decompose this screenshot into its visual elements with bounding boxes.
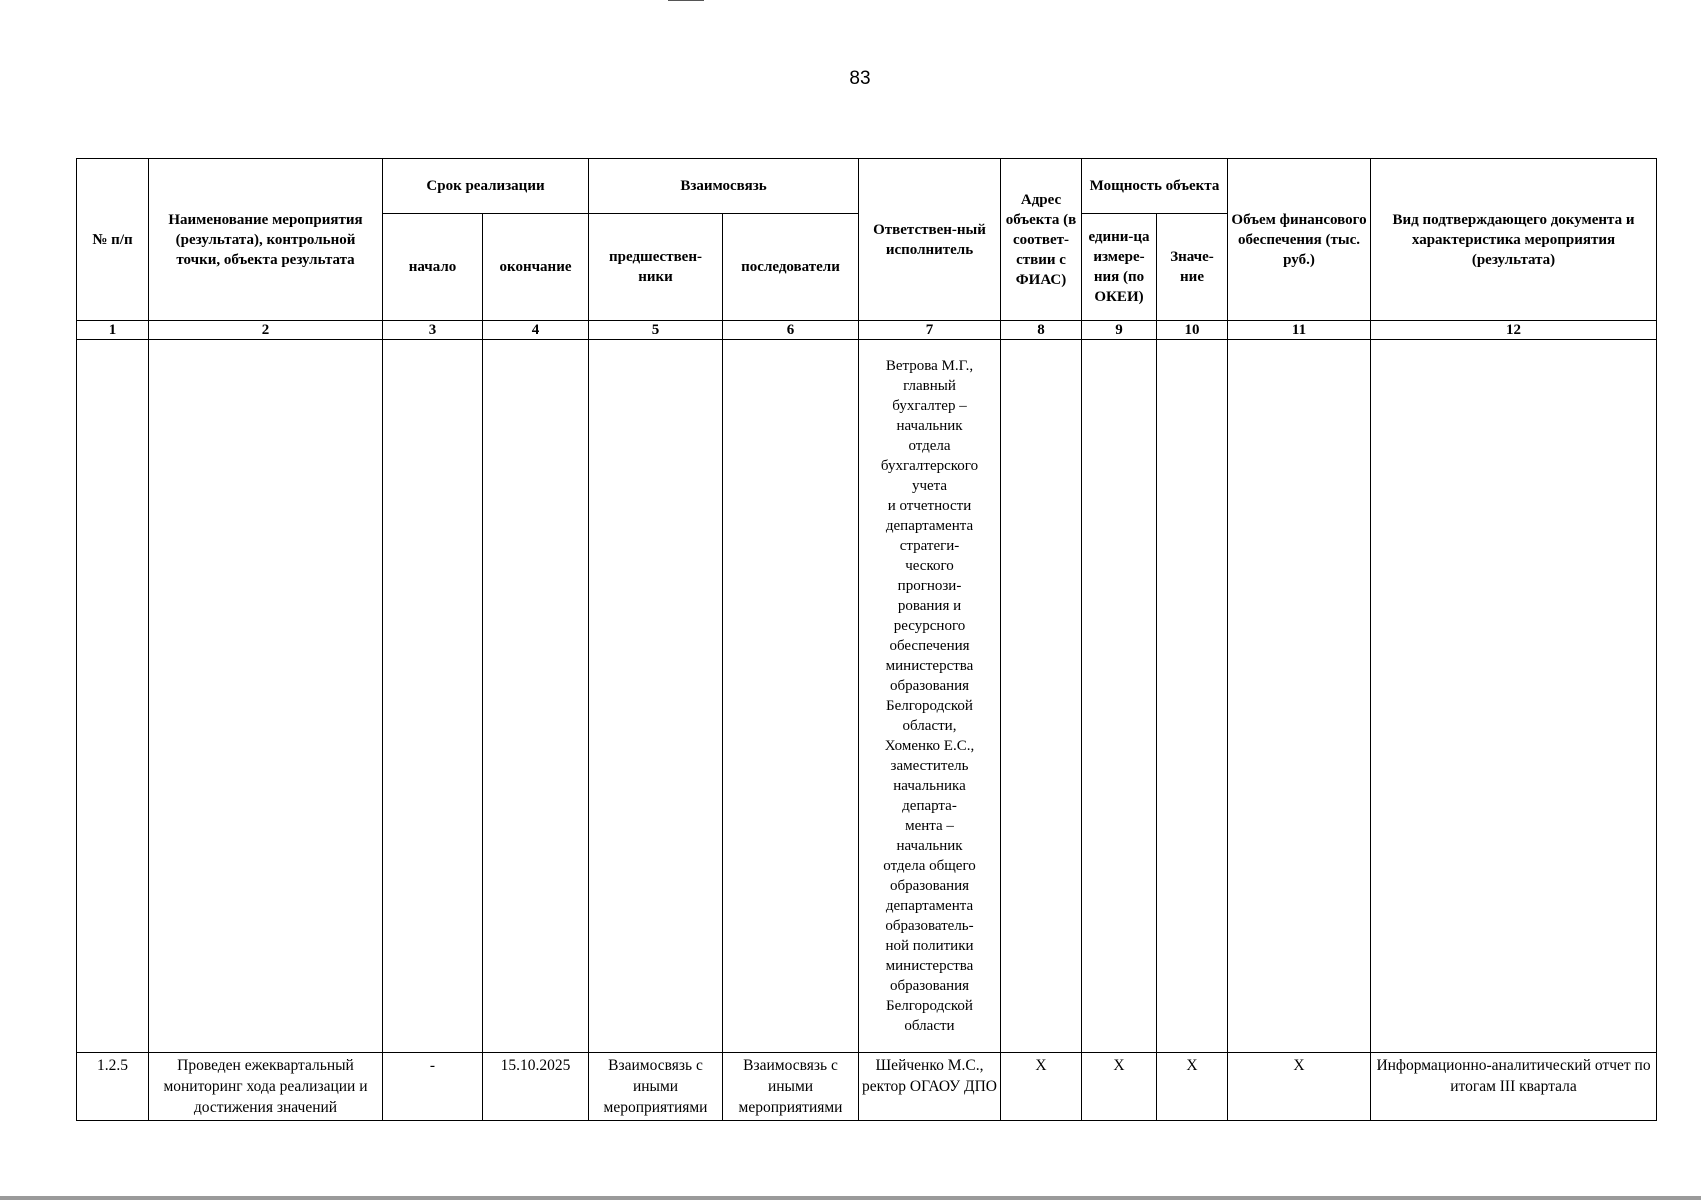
responsible-line: начальника — [893, 778, 966, 794]
plan-table — [76, 158, 1657, 1121]
header-responsible: Ответствен-ный исполнитель — [859, 159, 1001, 321]
empty-cell — [483, 340, 589, 1053]
header-capacity: Мощность объекта — [1082, 159, 1228, 214]
row-doc-type-cell: Информационно-аналитический отчет по итогам III квартала — [1371, 1053, 1657, 1121]
responsible-line: Хоменко Е.С., — [884, 738, 975, 754]
header-doc-type: Вид подтверждающего документа и характеристика мероприятия (результата) — [1371, 159, 1657, 321]
responsible-line: учета — [911, 478, 948, 494]
responsible-line: департамента — [885, 518, 974, 534]
responsible-line: начальник — [896, 418, 963, 434]
responsible-line: образования — [889, 878, 970, 894]
header-followers: последователи — [723, 214, 859, 321]
empty-cell — [589, 340, 723, 1053]
responsible-line: бухгалтер – — [892, 398, 967, 414]
column-number: 7 — [859, 321, 1001, 340]
table-row-continuation — [77, 340, 1657, 1053]
responsible-line: области, — [902, 718, 957, 734]
column-number: 11 — [1228, 321, 1371, 340]
row-start-cell: - — [383, 1053, 483, 1121]
responsible-line: ной политики — [885, 938, 974, 954]
responsible-line: стратеги- — [899, 538, 960, 554]
empty-cell — [149, 340, 383, 1053]
header-relation: Взаимосвязь — [589, 159, 859, 214]
table-row-1-2-5 — [77, 1053, 1657, 1121]
column-number: 6 — [723, 321, 859, 340]
responsible-line: прогнози- — [897, 578, 962, 594]
column-number: 10 — [1157, 321, 1228, 340]
row-predecessors-cell: Взаимосвязь с иными мероприятиями — [589, 1053, 723, 1121]
header-finance: Объем финансового обеспечения (тыс. руб.) — [1228, 159, 1371, 321]
header-term-start: начало — [383, 214, 483, 321]
responsible-line: и отчетности — [887, 498, 972, 514]
row-end-cell: 15.10.2025 — [483, 1053, 589, 1121]
responsible-line: начальник — [896, 838, 963, 854]
responsible-line: образования — [889, 978, 970, 994]
empty-cell — [1371, 340, 1657, 1053]
responsible-line: обеспечения — [889, 638, 970, 654]
row-value-cell: Х — [1157, 1053, 1228, 1121]
column-number: 4 — [483, 321, 589, 340]
header-predecessors: предшествен-ники — [589, 214, 723, 321]
header-unit: едини-ца измере-ния (по ОКЕИ) — [1082, 214, 1157, 321]
empty-cell — [383, 340, 483, 1053]
column-number: 9 — [1082, 321, 1157, 340]
responsible-line: бухгалтерского — [880, 458, 979, 474]
column-number: 5 — [589, 321, 723, 340]
responsible-line: заместитель — [890, 758, 969, 774]
responsible-line: Белгородской — [886, 698, 973, 714]
empty-cell — [1001, 340, 1082, 1053]
responsible-line: департа- — [902, 798, 957, 814]
responsible-line: министерства — [885, 958, 974, 974]
top-edge-rule — [668, 0, 704, 1]
responsible-line: Ветрова М.Г., — [885, 358, 974, 374]
column-number: 8 — [1001, 321, 1082, 340]
row-finance-cell: Х — [1228, 1053, 1371, 1121]
responsible-line: Белгородской — [886, 998, 973, 1014]
responsible-line: отдела — [908, 438, 951, 454]
row-unit-cell: Х — [1082, 1053, 1157, 1121]
responsible-continuation-cell — [859, 340, 1001, 1053]
empty-cell — [77, 340, 149, 1053]
column-number: 1 — [77, 321, 149, 340]
header-term-end: окончание — [483, 214, 589, 321]
responsible-line: ческого — [905, 558, 954, 574]
responsible-line: мента – — [905, 818, 954, 834]
row-responsible-cell: Шейченко М.С., ректор ОГАОУ ДПО — [859, 1053, 1001, 1121]
responsible-line: образования — [889, 678, 970, 694]
responsible-line: департамента — [885, 898, 974, 914]
responsible-line: отдела общего — [883, 858, 976, 874]
row-number-cell: 1.2.5 — [77, 1053, 149, 1121]
row-address-cell: Х — [1001, 1053, 1082, 1121]
header-name: Наименование мероприятия (результата), контрольной точки, объекта результата — [149, 159, 383, 321]
responsible-line: области — [904, 1018, 955, 1034]
header-address: Адрес объекта (в соответ-ствии с ФИАС) — [1001, 159, 1082, 321]
responsible-line: ресурсного — [893, 618, 966, 634]
empty-cell — [1228, 340, 1371, 1053]
header-term: Срок реализации — [383, 159, 589, 214]
empty-cell — [1157, 340, 1228, 1053]
responsible-line: главный — [903, 378, 956, 394]
responsible-line: образователь- — [885, 918, 974, 934]
empty-cell — [723, 340, 859, 1053]
column-number: 12 — [1371, 321, 1657, 340]
empty-cell — [1082, 340, 1157, 1053]
header-value: Значе-ние — [1157, 214, 1228, 321]
scan-bottom-edge — [0, 1196, 1701, 1200]
header-num: № п/п — [77, 159, 149, 321]
responsible-line: министерства — [885, 658, 974, 674]
responsible-line: рования и — [897, 598, 962, 614]
column-number: 2 — [149, 321, 383, 340]
row-followers-cell: Взаимосвязь с иными мероприятиями — [723, 1053, 859, 1121]
column-number: 3 — [383, 321, 483, 340]
page-number: 83 — [849, 68, 871, 89]
row-name-cell: Проведен ежеквартальный мониторинг хода реализации и достижения значений — [149, 1053, 383, 1121]
